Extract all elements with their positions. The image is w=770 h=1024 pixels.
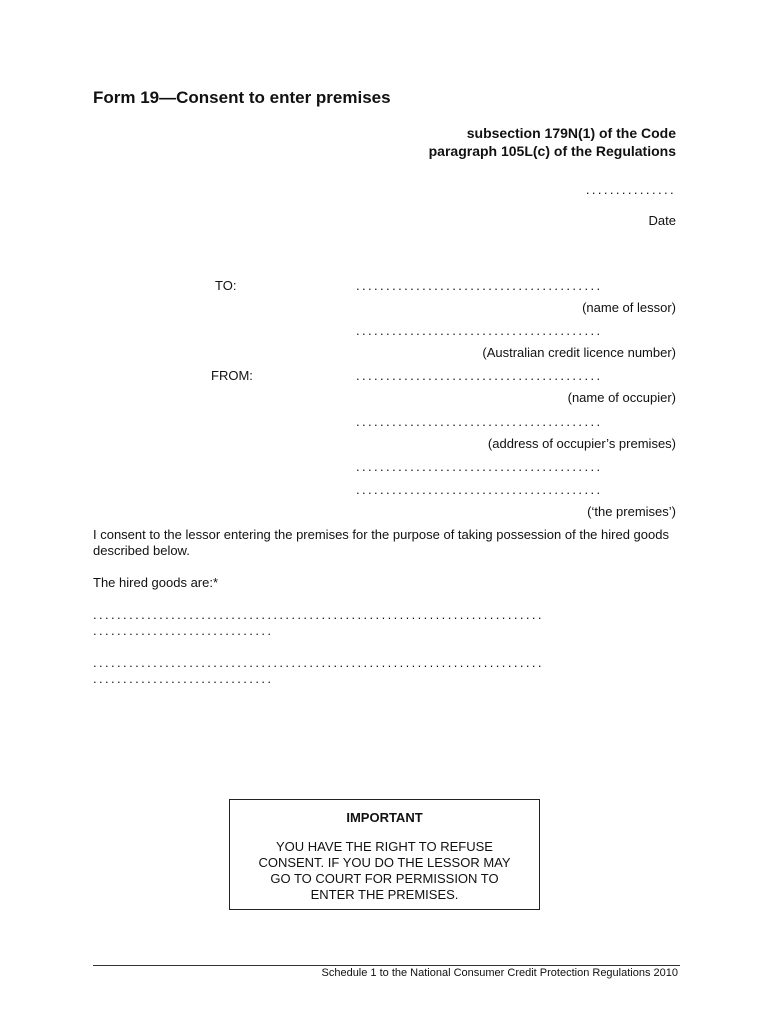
important-line-3: GO TO COURT FOR PERMISSION TO: [270, 871, 499, 886]
to-label: TO:: [215, 278, 237, 293]
important-body: [230, 839, 539, 903]
from-label: FROM:: [211, 368, 253, 383]
hired-goods-field-1[interactable]: ...........................................................................: [93, 607, 544, 622]
footer-rule: [93, 965, 680, 966]
occupier-name-caption: (name of occupier): [567, 390, 676, 405]
occupier-address-field-3[interactable]: .........................................: [356, 482, 603, 497]
occupier-address-field[interactable]: .........................................: [356, 414, 603, 429]
occupier-name-field[interactable]: .........................................: [356, 368, 603, 383]
important-notice-box: [229, 799, 540, 910]
lessor-name-field[interactable]: .........................................: [356, 278, 603, 293]
hired-goods-field-2b[interactable]: ..............................: [93, 671, 274, 686]
form-title: Form 19—Consent to enter premises: [93, 88, 391, 107]
occupier-address-field-2[interactable]: .........................................: [356, 459, 603, 474]
lessor-name-caption: (name of lessor): [582, 300, 676, 315]
ref-paragraph: paragraph 105L(c) of the Regulations: [428, 143, 676, 159]
date-field[interactable]: ...............: [585, 182, 676, 197]
premises-caption: (‘the premises’): [587, 504, 676, 519]
date-label: Date: [648, 213, 676, 228]
hired-goods-label: The hired goods are:*: [93, 575, 219, 590]
consent-statement: I consent to the lessor entering the premises for the purpose of taking possession of the hired goods described below.: [93, 527, 669, 558]
important-title: IMPORTANT: [346, 810, 423, 825]
important-line-4: ENTER THE PREMISES.: [310, 887, 459, 902]
hired-goods-field-1b[interactable]: ..............................: [93, 623, 274, 638]
important-line-1: YOU HAVE THE RIGHT TO REFUSE: [276, 839, 493, 854]
important-line-2: CONSENT. IF YOU DO THE LESSOR MAY: [258, 855, 511, 870]
hired-goods-field-2[interactable]: ...........................................................................: [93, 655, 544, 670]
licence-number-field[interactable]: .........................................: [356, 323, 603, 338]
legislative-references: [429, 124, 676, 160]
licence-number-caption: (Australian credit licence number): [482, 345, 676, 360]
occupier-address-caption: (address of occupier’s premises): [487, 436, 676, 451]
ref-subsection: subsection 179N(1) of the Code: [466, 125, 676, 141]
footer-text: Schedule 1 to the National Consumer Credit Protection Regulations 2010: [321, 967, 678, 979]
